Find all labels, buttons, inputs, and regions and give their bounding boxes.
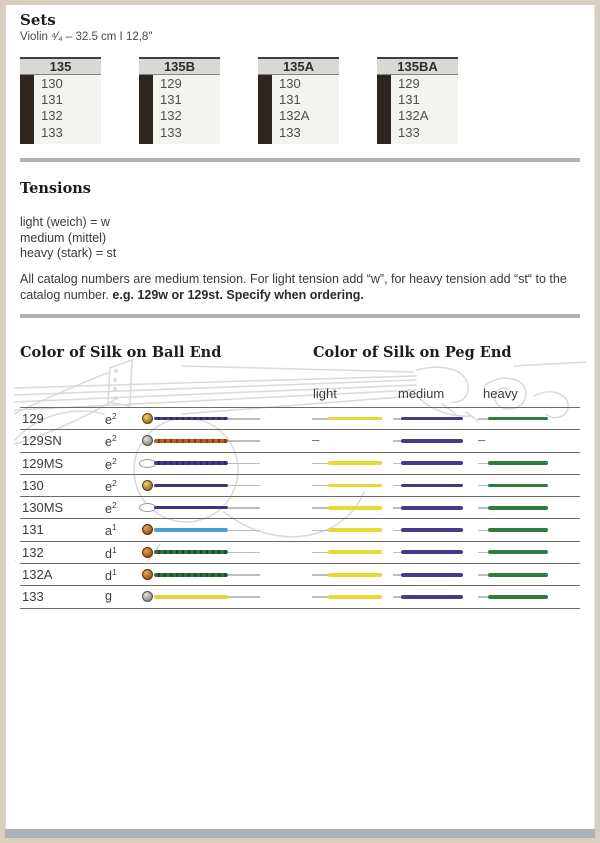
catalog-number: 132 xyxy=(160,108,182,124)
tension-note xyxy=(20,272,576,303)
ball-silk-line xyxy=(154,550,228,554)
catalog-number: 130MS xyxy=(22,500,64,516)
ball-silk-line xyxy=(154,484,228,487)
ball-end-icon xyxy=(142,591,153,602)
string-note: $d^1$ xyxy=(105,567,117,584)
color-table xyxy=(20,407,580,609)
ball-silk-line xyxy=(154,573,228,577)
tension-definition: heavy (stark) = st xyxy=(20,246,117,260)
ball-silk-line xyxy=(154,417,228,421)
string-note: $e^2$ xyxy=(105,455,117,472)
set-table-accent-bar xyxy=(258,75,272,144)
ball-end-icon xyxy=(142,547,153,558)
section-divider-middle xyxy=(20,314,580,318)
ball-silk-line xyxy=(154,528,228,532)
tension-definitions xyxy=(20,215,116,262)
ball-end-icon xyxy=(142,480,153,491)
heavy-silk-line xyxy=(488,595,548,599)
heavy-silk-line xyxy=(488,461,548,465)
catalog-number: 132A xyxy=(279,108,310,124)
set-table-body xyxy=(377,75,458,144)
light-silk-line xyxy=(328,417,382,421)
heavy-silk-line xyxy=(488,484,548,488)
string-tail xyxy=(228,530,260,532)
heavy-silk-line xyxy=(488,506,548,510)
heavy-silk-line xyxy=(488,417,548,421)
catalog-number: 131 xyxy=(160,92,182,108)
catalog-number: 132A xyxy=(22,567,53,583)
color-row-129MS xyxy=(20,452,580,474)
catalog-number: 131 xyxy=(22,522,44,538)
medium-silk-line xyxy=(401,528,463,532)
string-note: $e^2$ xyxy=(105,433,117,450)
string-note: $e^2$ xyxy=(105,500,117,517)
set-table-135BA xyxy=(377,57,458,144)
sets-title: Sets xyxy=(20,11,56,29)
ball-silk-line xyxy=(154,461,228,465)
color-row-132 xyxy=(20,541,580,563)
catalog-number: 133 xyxy=(160,124,182,140)
catalog-number: 129 xyxy=(398,76,420,91)
set-table-accent-bar xyxy=(139,75,153,144)
set-table-135A xyxy=(258,57,339,144)
light-silk-line xyxy=(328,484,382,488)
string-note: $e^2$ xyxy=(105,411,117,428)
string-tail xyxy=(228,485,260,487)
light-silk-line xyxy=(328,595,382,599)
set-table-body xyxy=(20,75,101,144)
medium-silk-line xyxy=(401,506,463,510)
set-table-body xyxy=(258,75,339,144)
catalog-number: 129 xyxy=(22,411,44,426)
ball-end-title: Color of Silk on Ball End xyxy=(20,344,222,361)
set-table-rows xyxy=(34,75,101,144)
no-heavy-dash: – xyxy=(478,432,486,448)
sets-subtitle: Violin ⁴⁄₄ – 32.5 cm I 12,8" xyxy=(20,31,153,43)
ball-end-icon xyxy=(142,435,153,446)
set-table-accent-bar xyxy=(377,75,391,144)
light-silk-line xyxy=(328,550,382,554)
catalog-number: 130 xyxy=(41,76,63,91)
medium-silk-line xyxy=(401,573,463,577)
color-row-129SN xyxy=(20,429,580,451)
ball-silk-line xyxy=(154,595,228,599)
peg-end-title: Color of Silk on Peg End xyxy=(313,344,512,361)
heavy-silk-line xyxy=(488,528,548,532)
set-tables xyxy=(20,57,458,144)
ball-end-icon xyxy=(142,569,153,580)
string-note: g xyxy=(105,589,112,604)
catalog-number: 129SN xyxy=(22,433,62,449)
set-table-header: 135B xyxy=(139,57,220,75)
set-table-accent-bar xyxy=(20,75,34,144)
catalog-number: 131 xyxy=(41,92,63,108)
tension-definition: medium (mittel) xyxy=(20,230,107,245)
color-row-130 xyxy=(20,474,580,496)
heavy-silk-line xyxy=(488,550,548,554)
medium-silk-line xyxy=(401,595,463,599)
column-header-medium: medium xyxy=(398,386,445,401)
page-bottom-shadow xyxy=(5,829,595,838)
set-table-135 xyxy=(20,57,101,144)
catalog-number: 129MS xyxy=(22,455,64,471)
catalog-number: 133 xyxy=(22,589,44,605)
catalog-number: 130 xyxy=(22,477,44,493)
tensions-title: Tensions xyxy=(20,180,91,197)
catalog-number: 130 xyxy=(279,76,301,91)
column-header-light: light xyxy=(313,386,337,401)
set-table-rows xyxy=(153,75,220,144)
tension-column-headers xyxy=(20,386,580,402)
no-light-dash: – xyxy=(312,432,320,448)
ball-end-icon xyxy=(142,413,153,424)
string-tail xyxy=(228,463,260,465)
tension-note-bold: e.g. 129w or 129st. Specify when ordering. xyxy=(112,287,364,302)
heavy-silk-line xyxy=(488,573,548,577)
color-row-132A xyxy=(20,563,580,585)
string-note: $a^1$ xyxy=(105,522,117,539)
catalog-number: 132 xyxy=(41,108,63,124)
medium-silk-line xyxy=(401,417,463,421)
ball-silk-line xyxy=(154,506,228,509)
catalog-number: 131 xyxy=(279,92,301,108)
string-note: $e^2$ xyxy=(105,477,117,495)
ball-silk-line xyxy=(154,439,228,443)
set-table-rows xyxy=(272,75,339,144)
catalog-number: 133 xyxy=(41,124,63,140)
catalog-number: 132 xyxy=(22,544,44,560)
string-tail xyxy=(228,552,260,554)
set-table-rows xyxy=(391,75,458,144)
light-silk-line xyxy=(328,573,382,577)
ball-end-icon xyxy=(142,524,153,535)
set-table-header: 135BA xyxy=(377,57,458,75)
tension-definition: light (weich) = w xyxy=(20,215,110,229)
string-tail xyxy=(228,418,260,420)
catalog-number: 133 xyxy=(398,124,420,140)
light-silk-line xyxy=(328,461,382,465)
string-note: $d^1$ xyxy=(105,544,117,561)
catalog-number: 133 xyxy=(279,124,301,140)
section-divider-top xyxy=(20,158,580,162)
string-tail xyxy=(228,440,260,442)
color-row-133 xyxy=(20,585,580,608)
light-silk-line xyxy=(328,528,382,532)
medium-silk-line xyxy=(401,439,463,443)
column-header-heavy: heavy xyxy=(483,386,518,401)
medium-silk-line xyxy=(401,461,463,465)
catalog-number: 132A xyxy=(398,108,429,124)
color-row-129 xyxy=(20,407,580,429)
medium-silk-line xyxy=(401,484,463,488)
medium-silk-line xyxy=(401,550,463,554)
catalog-number: 129 xyxy=(160,76,182,91)
color-row-130MS xyxy=(20,496,580,518)
color-row-131 xyxy=(20,518,580,540)
set-table-body xyxy=(139,75,220,144)
tension-note-regular: All catalog numbers are medium tension. For light tension add “w”, for heavy tension add “st“ to the catalog number. xyxy=(20,272,567,302)
set-table-header: 135 xyxy=(20,57,101,75)
set-table-135B xyxy=(139,57,220,144)
light-silk-line xyxy=(328,506,382,510)
string-tail xyxy=(228,507,260,509)
string-tail xyxy=(228,574,260,576)
set-table-header: 135A xyxy=(258,57,339,75)
string-tail xyxy=(228,596,260,598)
catalog-number: 131 xyxy=(398,92,420,108)
